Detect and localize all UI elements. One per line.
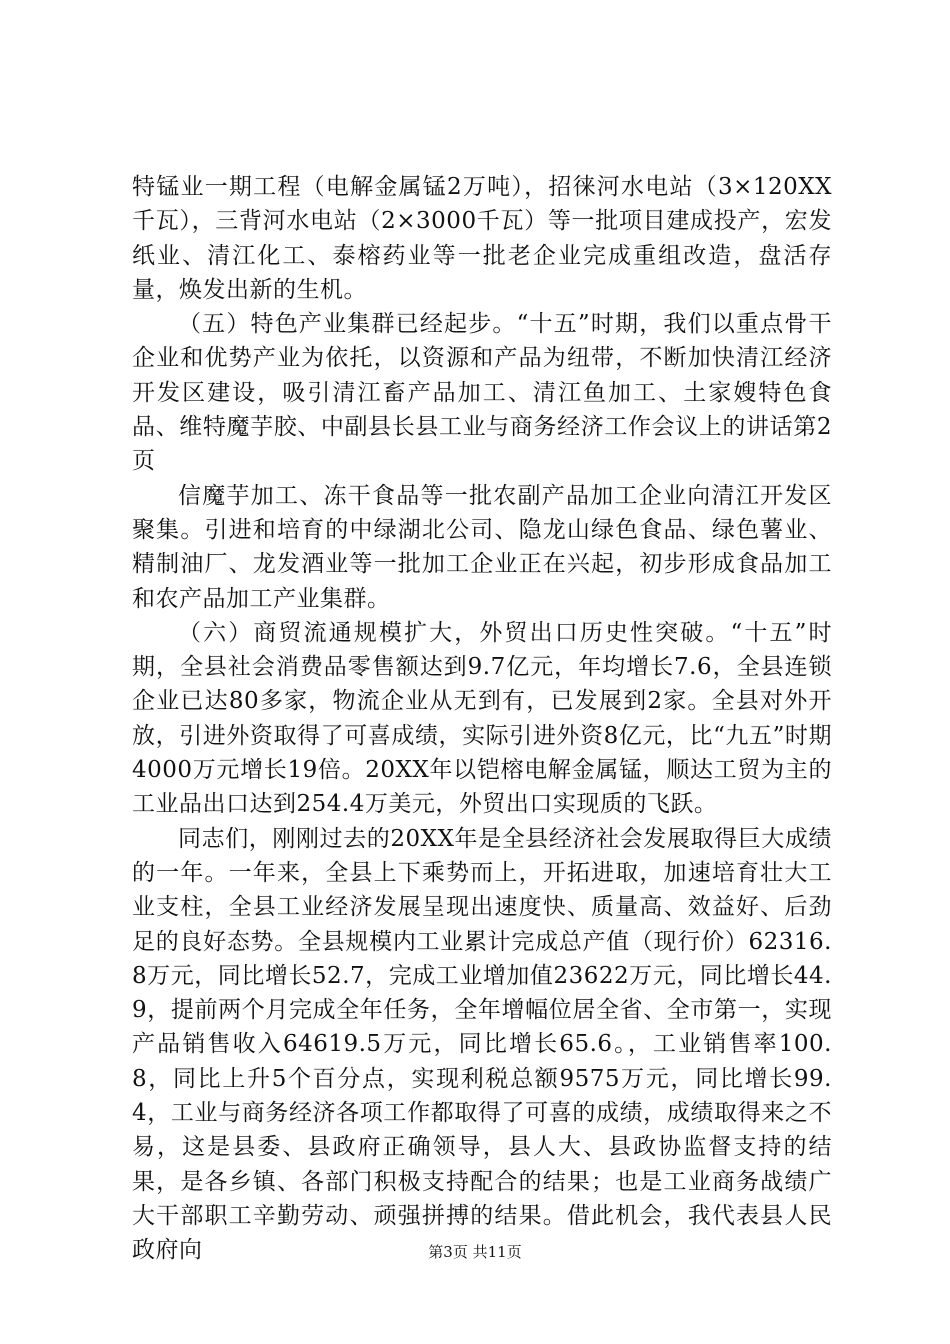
document-body [132, 170, 832, 1268]
page-footer: 第3页 共11页 [428, 1243, 522, 1261]
paragraph-continued: 特锰业一期工程（电解金属锰2万吨），招徕河水电站（3×120XX千瓦），三背河水电站（2×3000千瓦）等一批项目建成投产，宏发纸业、清江化工、泰榕药业等一批老企业完成重组改造，盘活存量，焕发出新的生机。 [132, 174, 832, 303]
paragraph-trade: （六）商贸流通规模扩大，外贸出口历史性突破。“十五”时期，全县社会消费品零售额达到9.7亿元，年均增长7.6，全县连锁企业已达80多家，物流企业从无到有，已发展到2家。全县对外开放，引进外资取得了可喜成绩，实际引进外资8亿元，比“九五”时期4000万元增长19倍。20XX年以铠榕电解金属锰，顺达工贸为主的工业品出口达到254.4万美元，外贸出口实现质的飞跃。 [132, 619, 832, 818]
paragraph-industry-cluster: （五）特色产业集群已经起步。“十五”时期，我们以重点骨干企业和优势产业为依托，以资源和产品为纽带，不断加快清江经济开发区建设，吸引清江畜产品加工、清江鱼加工、土家嫂特色食品、维特魔芋胶、中副县长县工业与商务经济工作会议上的讲话第2页 [132, 311, 832, 475]
paragraph-annual-review: 同志们，刚刚过去的20XX年是全县经济社会发展取得巨大成绩的一年。一年来，全县上下乘势而上，开拓进取，加速培育壮大工业支柱，全县工业经济发展呈现出速度快、质量高、效益好、后劲足的良好态势。全县规模内工业累计完成总产值（现行价）62316.8万元，同比增长52.7，完成工业增加值23622万元，同比增长44.9，提前两个月完成全年任务，全年增幅位居全省、全市第一，实现产品销售收入64619.5万元，同比增长65.6。，工业销售率100.8，同比上升5个百分点，实现利税总额9575万元，同比增长99.4，工业与商务经济各项工作都取得了可喜的成绩，成绩取得来之不易，这是县委、县政府正确领导，县人大、县政协监督支持的结果，是各乡镇、各部门积极支持配合的结果；也是工业商务战绩广大干部职工辛勤劳动、顽强拼搏的结果。借此机会，我代表县人民政府向 [132, 825, 832, 1264]
paragraph-agri-processing: 信魔芋加工、冻干食品等一批农副产品加工企业向清江开发区聚集。引进和培育的中绿湖北公司、隐龙山绿色食品、绿色薯业、精制油厂、龙发酒业等一批加工企业正在兴起，初步形成食品加工和农产品加工产业集群。 [132, 482, 832, 612]
